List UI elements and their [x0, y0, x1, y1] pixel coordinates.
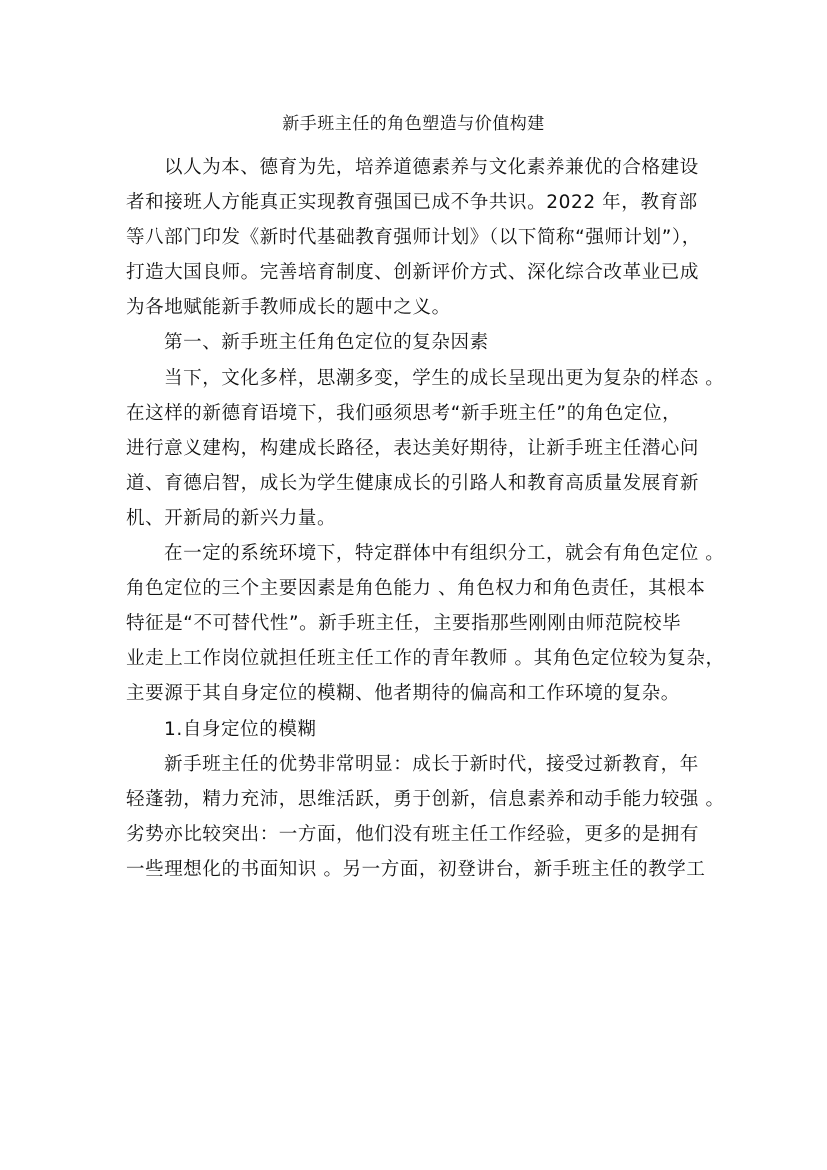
paragraph-line: 者和接班人方能真正实现教育强国已成不争共识。2022 年，教育部: [126, 192, 698, 214]
paragraph-line: 一些理想化的书面知识 。另一方面，初登讲台，新手班主任的教学工: [126, 858, 706, 880]
paragraph-line: 等八部门印发《新时代基础教育强师计划》（以下简称“强师计划”），: [126, 227, 701, 249]
paragraph-line: 在一定的系统环境下，特定群体中有组织分工，就会有角色定位 。: [164, 543, 725, 565]
paragraph-line: 在这样的新德育语境下，我们亟须思考“新手班主任”的角色定位，: [126, 402, 682, 424]
document-title: 新手班主任的角色塑造与价值构建: [282, 114, 545, 134]
section-heading: 第一、新手班主任角色定位的复杂因素: [164, 332, 489, 354]
paragraph-line: 新手班主任的优势非常明显：成长于新时代，接受过新教育，年: [164, 753, 699, 775]
paragraph-line: 机、开新局的新兴力量。: [126, 507, 337, 529]
paragraph-line: 轻蓬勃，精力充沛，思维活跃，勇于创新，信息素养和动手能力较强 。: [126, 788, 725, 810]
subsection-heading: 1.自身定位的模糊: [164, 718, 317, 740]
paragraph-line: 打造大国良师。完善培育制度、创新评价方式、深化综合改革业已成: [126, 262, 700, 284]
paragraph-line: 角色定位的三个主要因素是角色能力 、角色权力和角色责任，其根本: [126, 578, 706, 600]
paragraph-line: 业走上工作岗位就担任班主任工作的青年教师 。其角色定位较为复杂，: [126, 648, 725, 670]
paragraph-line: 特征是“不可替代性”。新手班主任，主要指那些刚刚由师范院校毕: [126, 613, 682, 635]
paragraph-line: 以人为本、德育为先，培养道德素养与文化素养兼优的合格建设: [164, 157, 699, 178]
paragraph-line: 主要源于其自身定位的模糊、他者期待的偏高和工作环境的复杂。: [126, 683, 680, 705]
paragraph-line: 进行意义建构，构建成长路径，表达美好期待，让新手班主任潜心问: [126, 437, 700, 459]
paragraph-line: 当下，文化多样，思潮多变，学生的成长呈现出更为复杂的样态 。: [164, 367, 725, 389]
document-body: [126, 150, 725, 887]
paragraph-line: 为各地赋能新手教师成长的题中之义。: [126, 297, 451, 319]
paragraph-line: 劣势亦比较突出：一方面，他们没有班主任工作经验，更多的是拥有: [126, 823, 700, 845]
paragraph-line: 道、育德启智，成长为学生健康成长的引路人和教育高质量发展育新: [126, 472, 700, 494]
